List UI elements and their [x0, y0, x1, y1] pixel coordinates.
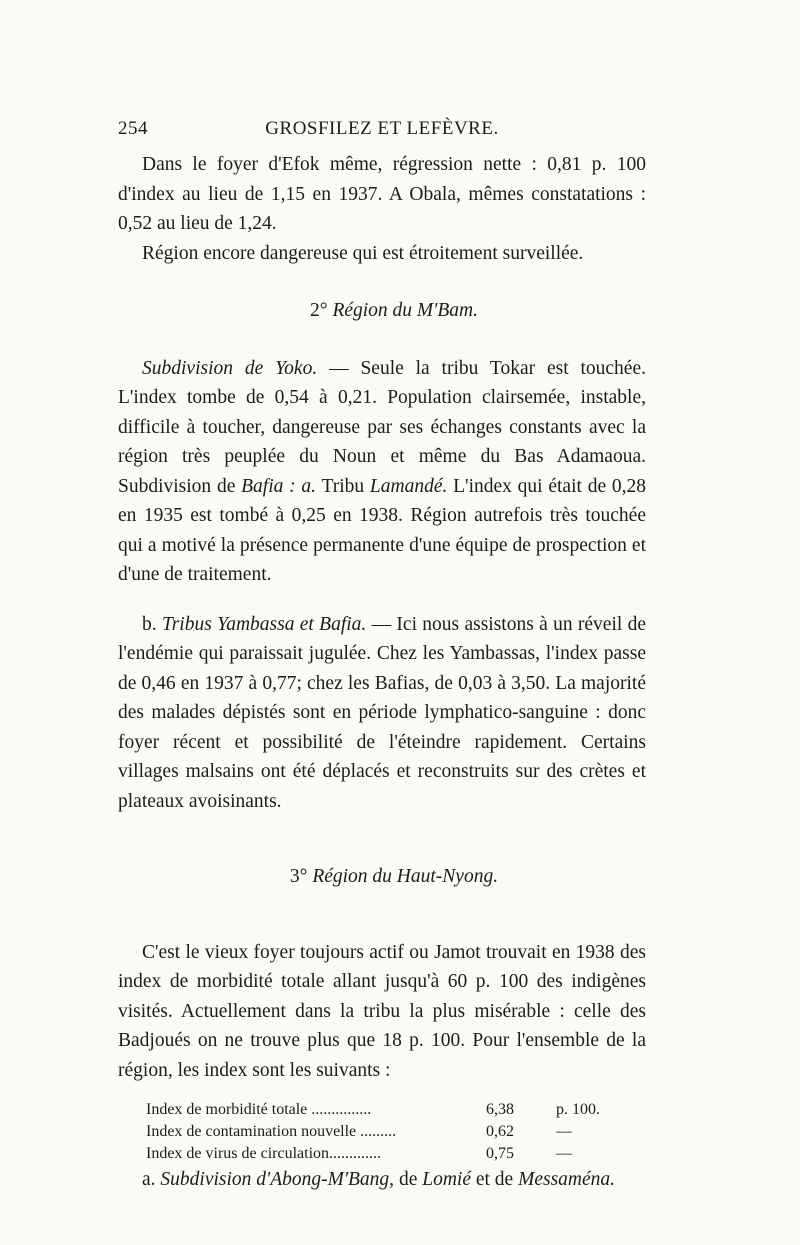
section-heading-mbam	[118, 296, 646, 326]
paragraph-haut-nyong: C'est le vieux foyer toujours actif ou Jamot trouvait en 1938 des index de morbidité totale allant jusqu'à 60 p. 100 des indigènes visités. Actuellement dans la tribu la plus misérable : celle des Badjoués on ne trouve plus que 18 p. 100. Pour l'ensemble de la région, les index sont les suivants :	[118, 941, 646, 1081]
row-unit: —	[556, 1123, 572, 1140]
section-title: Région du M'Bam.	[332, 300, 478, 321]
table-row	[146, 1143, 616, 1165]
bafia-label: Bafia : a.	[241, 475, 317, 497]
tribus-yambassa-bafia: Tribus Yambassa et Bafia.	[161, 613, 367, 635]
page-number: 254	[118, 118, 148, 139]
page-body	[118, 150, 646, 1195]
text-span: L'index qui était de 0,28 en 1935 est tombé à 0,25 en 1938. Région autrefois très touchée qui a motivé la présence permanente d'une équipe de prospection et d'une de traitement.	[118, 475, 646, 585]
row-value: 0,75	[486, 1145, 514, 1162]
subdivision-yoko: Subdivision de Yoko.	[142, 357, 318, 379]
row-label: Index de contamination nouvelle .........	[146, 1123, 397, 1140]
lomie-label: Lomié	[422, 1169, 471, 1190]
row-unit: —	[556, 1145, 572, 1162]
text-span: Tribu	[316, 475, 370, 497]
text-span: — Ici nous assistons à un réveil de l'endémie qui paraissait jugulée. Chez les Yambassas, l'index passe de 0,46 en 1937 à 0,77; chez les Bafias, de 0,03 à 3,50. La majorité des malades dépistés sont en période lymphatico-sanguine : donc foyer récent et possibilité de l'éteindre rapidement. Certains villages malsains ont été déplacés et reconstruits sur des crètes et plateaux avoisinants.	[118, 613, 647, 812]
table-row	[146, 1121, 616, 1143]
subdivision-abong: Subdivision d'Abong-M'Bang,	[160, 1169, 395, 1190]
lamande-label: Lamandé.	[369, 475, 448, 497]
paragraph-yambassa	[118, 610, 646, 817]
row-unit: p. 100.	[556, 1101, 600, 1118]
row-label: Index de virus de circulation.............	[146, 1145, 382, 1162]
paragraph-yoko	[118, 354, 646, 590]
row-value: 0,62	[486, 1123, 514, 1140]
row-value: 6,38	[486, 1101, 514, 1118]
section-title: Région du Haut-Nyong.	[312, 866, 499, 887]
index-table	[146, 1099, 616, 1165]
text-span: b.	[142, 613, 162, 635]
section-number: 3°	[289, 866, 308, 887]
text-span: et de	[470, 1169, 519, 1190]
text-span: — Seule la tribu Tokar est touchée. L'index tombe de 0,54 à 0,21. Population clairsemée, instable, difficile à toucher, dangereuse par ses échanges constants avec la région très peuplée du Noun et même du Bas Adamaoua. Subdivision de	[118, 357, 646, 497]
row-label: Index de morbidité totale ...............	[146, 1101, 372, 1118]
text-span: de	[394, 1169, 423, 1190]
running-title: GROSFILEZ ET LEFÈVRE.	[265, 118, 499, 139]
paragraph-abong-mbang	[118, 1165, 646, 1195]
text-span: a.	[142, 1169, 161, 1190]
section-heading-haut-nyong	[118, 862, 646, 892]
paragraph-danger: Région encore dangereuse qui est étroitement surveillée.	[142, 242, 584, 264]
section-number: 2°	[310, 300, 328, 321]
table-row	[146, 1099, 616, 1121]
paragraph-efok: Dans le foyer d'Efok même, régression nette : 0,81 p. 100 d'index au lieu de 1,15 en 1937. A Obala, mêmes constatations : 0,52 au lieu de 1,24.	[118, 154, 646, 234]
messamena-label: Messaména.	[518, 1169, 616, 1190]
